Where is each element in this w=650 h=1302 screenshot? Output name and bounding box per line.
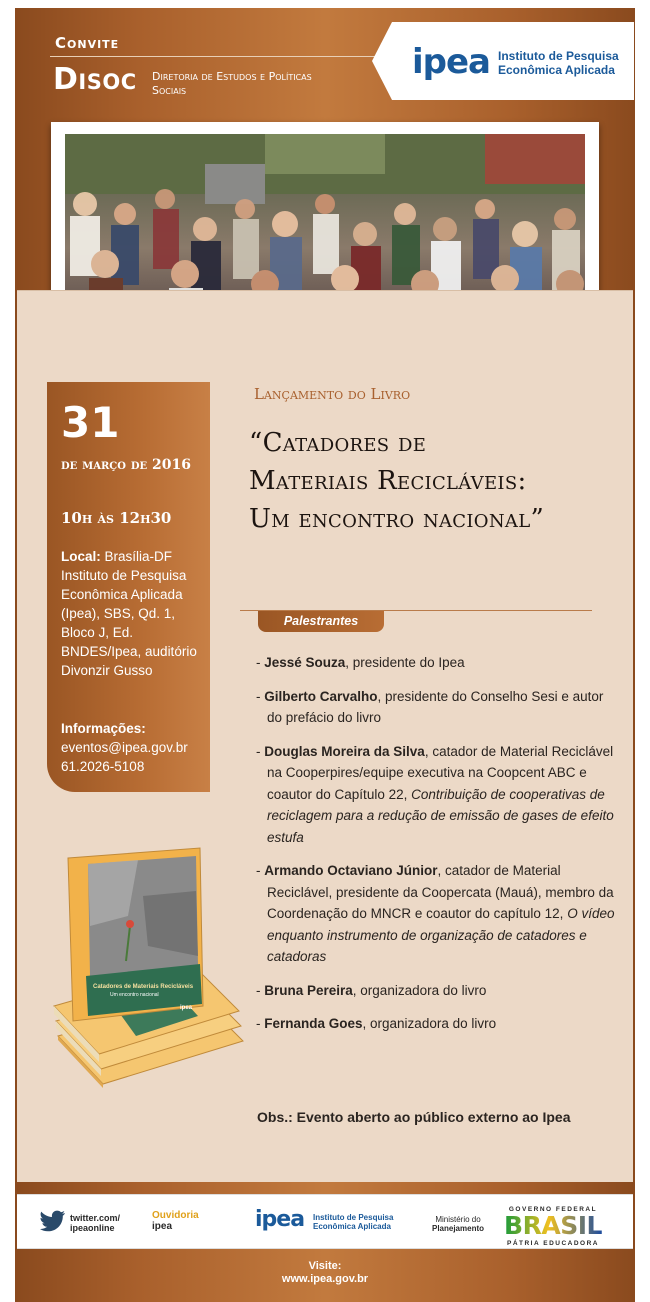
twitter-bird-svg (40, 1210, 66, 1232)
speaker-desc: , organizadora do livro (352, 982, 487, 998)
visit-url[interactable]: www.ipea.gov.br (281, 1273, 369, 1285)
standing-book (68, 848, 203, 1021)
governo-federal-logo (498, 1206, 608, 1247)
speaker-desc: , presidente do Ipea (345, 655, 465, 670)
visit-site[interactable] (240, 1260, 410, 1286)
ministerio-line-1: Ministério do (435, 1215, 481, 1224)
twitter-bird-icon[interactable] (40, 1210, 66, 1232)
book-cover-subtitle: Um encontro nacional (110, 992, 159, 998)
disoc-title: Disoc (53, 62, 137, 97)
ouvidoria-logo[interactable] (152, 1210, 199, 1232)
speaker-desc: , organizadora do livro (362, 1016, 497, 1031)
speaker-name: Bruna Pereira (264, 982, 353, 998)
gov-brasil-word: BRASIL (504, 1213, 602, 1237)
speaker-item: - Douglas Moreira da Silva, catador de Material Reciclável na Cooperpires/equipe executiva na Coopcent ABC e coautor do Capítulo 22, Contribuição de cooperativas de reciclagem para a redução de emissão de gases de efeito estufa (256, 743, 614, 845)
ouvidoria-icon (152, 1210, 199, 1221)
speaker-item: - Armando Octaviano Júnior, catador de Material Reciclável, presidente da Coopercata (Mauá), membro da Coordenação do MNCR e coautor do capítulo 12, O vídeo enquanto instrumento de organização de catadores e catadoras (256, 863, 615, 964)
info-phone: 61.2026-5108 (61, 759, 145, 774)
twitter-handle[interactable] (70, 1213, 120, 1233)
ipea-logo: ipea (412, 42, 490, 82)
speaker-item: - Jessé Souza, presidente do Ipea (256, 655, 465, 670)
brasil-wordmark (498, 1213, 608, 1237)
speaker-chapter: O vídeo enquanto instrumento de organização de catadores e catadoras (267, 906, 615, 964)
event-info (61, 719, 206, 776)
speaker-desc: , presidente do Conselho Sesi e autor do prefácio do livro (267, 688, 604, 725)
location-label: Local: (61, 549, 101, 564)
event-time: 10h às 12h30 (61, 509, 172, 527)
speaker-desc: , catador de Material Reciclável, presidente da Coopercata (Mauá), membro da Coordenação do MNCR e coautor do capítulo 12, (267, 863, 614, 921)
twitter-line-1: twitter.com/ (70, 1213, 121, 1223)
gov-bottom-text: PÁTRIA EDUCADORA (506, 1240, 599, 1247)
speakers-label: Palestrantes (258, 611, 384, 632)
book-title-line-3: Um encontro nacional” (249, 504, 545, 534)
book-title-line-2: Materiais Recicláveis: (249, 466, 527, 496)
gov-top-text: GOVERNO FEDERAL (508, 1206, 598, 1213)
book-stack-image (48, 836, 248, 1088)
ministerio-line-2: Planejamento (431, 1224, 484, 1233)
event-location (61, 547, 206, 680)
disoc-subtitle: Diretoria de Estudos e Políticas Sociais (152, 70, 312, 97)
speaker-name: Jessé Souza (264, 655, 346, 670)
book-cover-title: Catadores de Materiais Recicláveis (93, 984, 194, 990)
event-month-year: de março de 2016 (61, 457, 191, 473)
speaker-name: Douglas Moreira da Silva (264, 743, 425, 759)
book-stack-illustration (48, 836, 248, 1088)
info-email[interactable]: eventos@ipea.gov.br (61, 740, 188, 755)
footer-ipea-logo[interactable]: ipea (255, 1207, 305, 1232)
speaker-chapter: Contribuição de cooperativas de reciclagem para a redução de emissão de gases de efeito estufa (267, 786, 614, 845)
speaker-desc: , catador de Material Reciclável na Cooperpires/equipe executiva na Coopcent ABC e coautor do Capítulo 22, (267, 743, 614, 802)
book-title (249, 424, 619, 538)
launch-kicker: Lançamento do Livro (254, 385, 411, 403)
footer-ipea-line-2: Econômica Aplicada (313, 1222, 391, 1231)
convite-label: Convite (55, 34, 120, 52)
ipea-institute-name: Instituto de Pesquisa Econômica Aplicada (498, 49, 619, 77)
ouvidoria-line-2: ipea (152, 1221, 173, 1232)
header-divider (50, 56, 390, 57)
footer-ipea-line-1: Instituto de Pesquisa (313, 1213, 394, 1222)
event-note: Obs.: Evento aberto ao público externo ao Ipea (257, 1109, 571, 1125)
ministerio-logo (428, 1215, 488, 1233)
info-label: Informações: (61, 721, 146, 736)
gov-brasil-text (498, 1213, 608, 1240)
footer-ipea-name (313, 1213, 393, 1231)
event-day: 31 (61, 398, 120, 447)
ouvidoria-line-1: Ouvidoria (152, 1210, 199, 1221)
speaker-item: - Bruna Pereira, organizadora do livro (256, 982, 487, 998)
book-title-line-1: “Catadores de (249, 428, 427, 458)
visit-label: Visite: (308, 1260, 342, 1272)
location-text: Brasília-DF Instituto de Pesquisa Econômica Aplicada (Ipea), SBS, Qd. 1, Bloco J, Ed. BNDES/Ipea, auditório Divonzir Gusso (61, 549, 197, 678)
speaker-name: Armando Octaviano Júnior (264, 863, 438, 878)
speaker-item: - Gilberto Carvalho, presidente do Conselho Sesi e autor do prefácio do livro (256, 688, 604, 725)
speaker-name: Gilberto Carvalho (264, 688, 378, 704)
twitter-line-2: ipeaonline (70, 1223, 115, 1233)
speaker-name: Fernanda Goes (264, 1016, 363, 1031)
speaker-item: - Fernanda Goes, organizadora do livro (256, 1016, 497, 1031)
book-cover-logo: ipea (180, 1005, 193, 1011)
speakers-list (256, 652, 618, 1047)
